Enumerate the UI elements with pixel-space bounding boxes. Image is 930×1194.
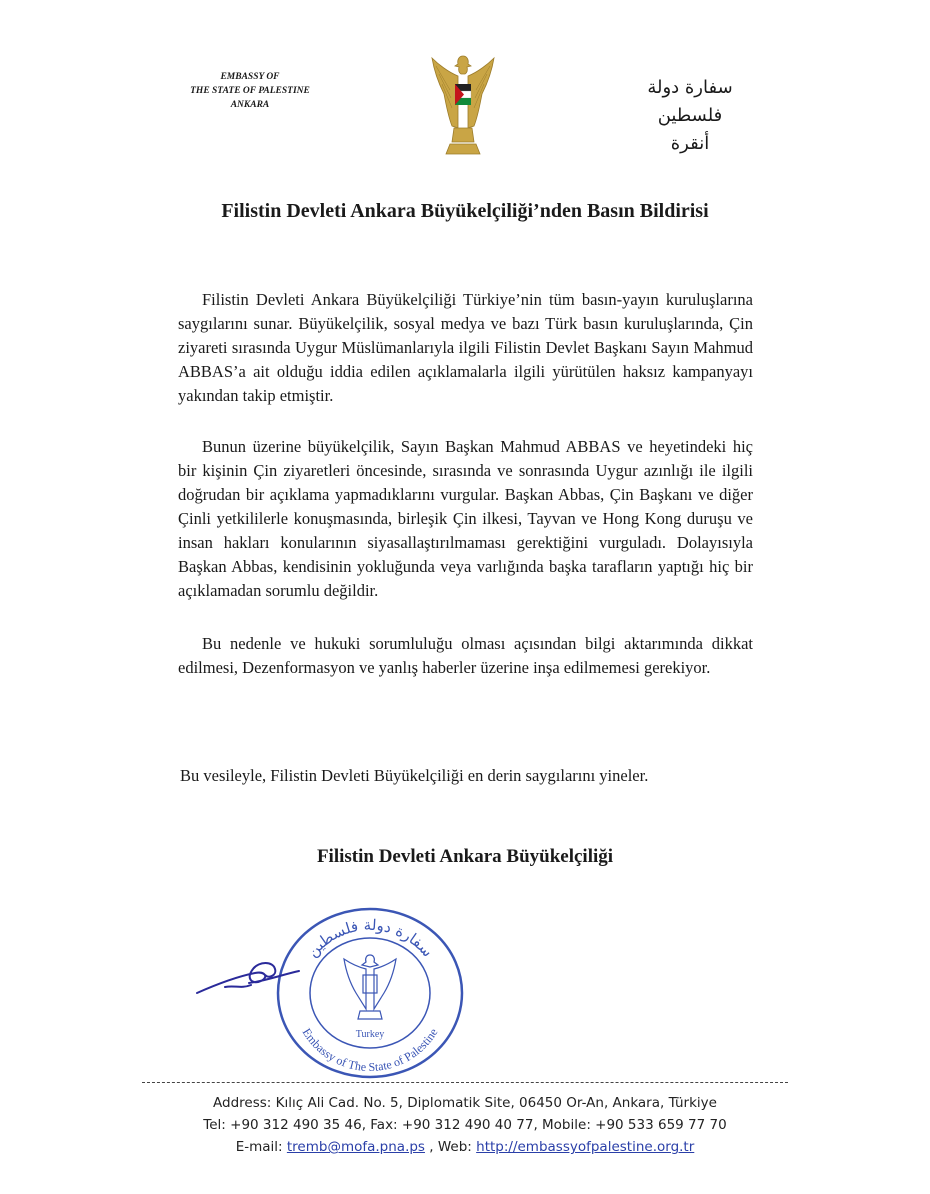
footer bbox=[0, 1092, 930, 1158]
closing-line: Bu vesileyle, Filistin Devleti Büyükelçiliği en derin saygılarını yineler. bbox=[180, 766, 649, 785]
footer-email-label: E-mail: bbox=[235, 1139, 283, 1155]
letterhead-arabic-line2: أنقرة bbox=[670, 133, 710, 154]
body-paragraph-1: Filistin Devleti Ankara Büyükelçiliği Türkiye’nin tüm basın-yayın kuruluşlarına saygılarını sunar. Büyükelçilik, sosyal medya ve bazı Türk basın kuruluşlarında, Çin ziyareti sırasında Uygur Müslümanlarıyla ilgili Filistin Devlet Başkanı Sayın Mahmud ABBAS’a ait olduğu iddia edilen açıklamalarla ilgili yürütülen haksız kampanyayı yakından takip etmiştir. bbox=[178, 290, 753, 405]
stamp-english-text: Embassy of The State of Palestine bbox=[299, 1025, 441, 1075]
stamp-country: Turkey bbox=[355, 1029, 385, 1040]
stamp-arabic-text: سفارة دولة فلسطين bbox=[303, 915, 437, 961]
body-paragraph-2: Bunun üzerine büyükelçilik, Sayın Başkan Mahmud ABBAS ve heyetindeki hiç bir kişinin Çin ziyaretleri öncesinde, sırasında ve sonrasında Uygur azınlığı ile ilgili doğrudan bir açıklama yapmadıklarını vurgular. Başkan Abbas, Çin Başkanı ve diğer Çinli yetkililerle konuşmasında, birleşik Çin ilkesi, Tayvan ve Hong Kong duruşu ve insan hakları konularının siyasallaştırılmaması gerektiğini vurguladı. Dolayısıyla Başkan Abbas, kendisinin yokluğunda veya varlığında başka tarafların yaptığı hiç bir açıklamadan sorumlu değildir. bbox=[178, 437, 753, 600]
footer-web-link[interactable]: http://embassyofpalestine.org.tr bbox=[476, 1139, 695, 1155]
letterhead-english-line1: EMBASSY OF bbox=[220, 72, 280, 82]
footer-contact bbox=[0, 1136, 930, 1158]
palestine-eagle-emblem-icon bbox=[428, 50, 498, 162]
letterhead-english bbox=[150, 70, 350, 112]
footer-address: Address: Kılıç Ali Cad. No. 5, Diplomatik Site, 06450 Or-An, Ankara, Türkiye bbox=[213, 1095, 717, 1111]
letterhead-english-line3: ANKARA bbox=[230, 100, 270, 110]
footer-phones: Tel: +90 312 490 35 46, Fax: +90 312 490 40 77, Mobile: +90 533 659 77 70 bbox=[203, 1117, 727, 1133]
footer-web-label: , Web: bbox=[429, 1139, 472, 1155]
signature-organization: Filistin Devleti Ankara Büyükelçiliği bbox=[316, 846, 614, 867]
footer-divider bbox=[142, 1082, 788, 1083]
document-title: Filistin Devleti Ankara Büyükelçiliği’nden Basın Bildirisi bbox=[221, 200, 709, 222]
letterhead-arabic bbox=[620, 74, 760, 158]
body-paragraph-3: Bu nedenle ve hukuki sorumluluğu olması açısından bilgi aktarımında dikkat edilmesi, Dezenformasyon ve yanlış haberler üzerine inşa edilmemesi gerekiyor. bbox=[178, 634, 753, 677]
letterhead-english-line2: THE STATE OF PALESTINE bbox=[190, 86, 310, 96]
letterhead-arabic-line1: سفارة دولة فلسطين bbox=[647, 77, 733, 126]
handwritten-signature-icon bbox=[195, 955, 305, 1000]
footer-email-link[interactable]: tremb@mofa.pna.ps bbox=[286, 1139, 425, 1155]
